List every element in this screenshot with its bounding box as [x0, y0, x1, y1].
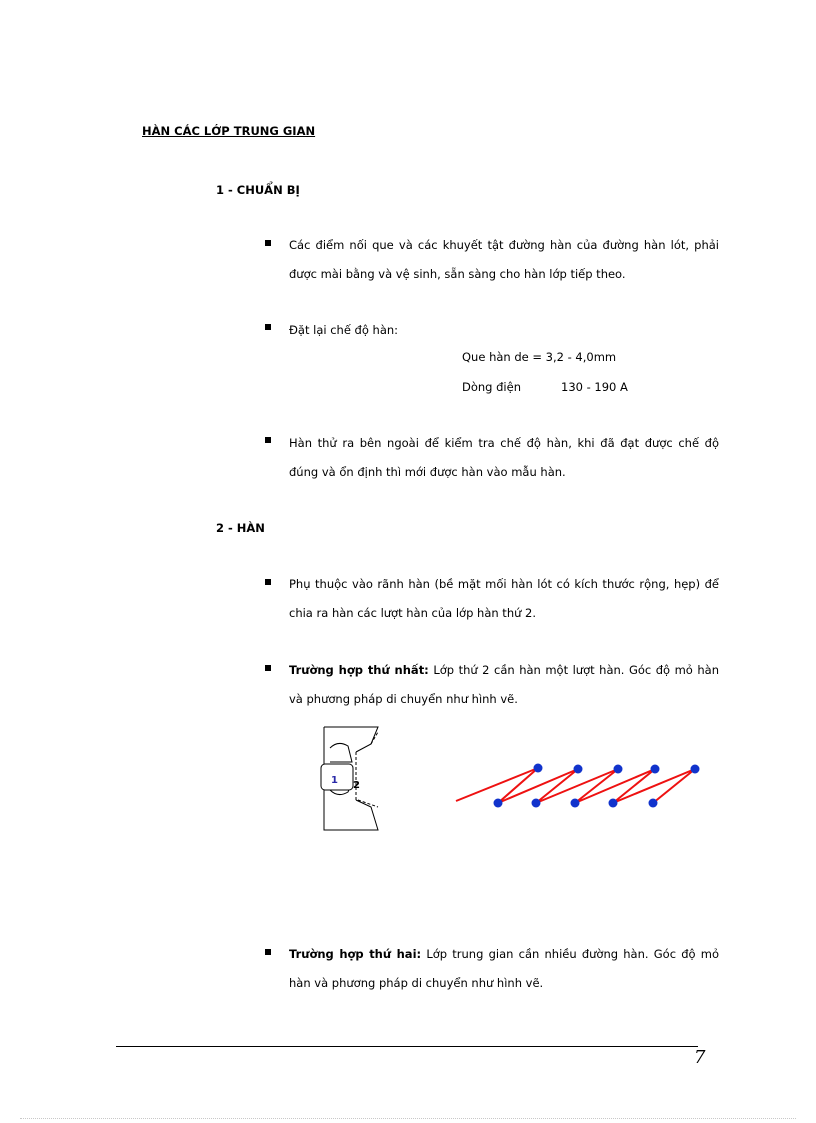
section-1-bullet-2: Đặt lại chế độ hàn: — [289, 323, 399, 337]
case-2-paragraph — [289, 940, 719, 997]
section-1-bullet-1: Các điểm nối que và các khuyết tật đường hàn của đường hàn lót, phải được mài bằng và vệ sinh, sẵn sàng cho hàn lớp tiếp theo. — [289, 238, 719, 281]
weave-dot — [609, 799, 618, 808]
weave-dot — [571, 799, 580, 808]
current-label: Dòng điện — [462, 380, 521, 394]
bullet-marker — [265, 949, 271, 955]
case-1-label: Trường hợp thứ nhất: — [289, 663, 429, 677]
weave-dot — [614, 765, 623, 774]
weave-dot — [532, 799, 541, 808]
section-2-bullet-1: Phụ thuộc vào rãnh hàn (bề mặt mối hàn lót có kích thước rộng, hẹp) để chia ra hàn các lượt hàn của lớp hàn thứ 2. — [289, 577, 719, 620]
weave-dot — [534, 764, 543, 773]
case-2-label: Trường hợp thứ hai: — [289, 947, 422, 961]
bullet-marker — [265, 240, 271, 246]
layer-2-label: 2 — [353, 780, 360, 791]
page-number: 7 — [694, 1047, 706, 1068]
weave-dot — [574, 765, 583, 774]
case-2-text: Lớp trung gian cần nhiều đường hàn. Góc độ mỏ hàn và phương pháp di chuyển như hình vẽ. — [289, 947, 719, 990]
weave-dot — [651, 765, 660, 774]
weave-dot — [494, 799, 503, 808]
electrode-diameter-param: Que hàn de = 3,2 - 4,0mm — [462, 350, 617, 364]
current-value: 130 - 190 A — [561, 380, 628, 394]
section-1-bullet-3: Hàn thử ra bên ngoài để kiểm tra chế độ hàn, khi đã đạt được chế độ đúng và ổn định thì mới được hàn vào mẫu hàn. — [289, 436, 719, 479]
case-1-text: Lớp thứ 2 cần hàn một lượt hàn. Góc độ mỏ hàn và phương pháp di chuyển như hình vẽ. — [289, 663, 719, 706]
page-title: HÀN CÁC LỚP TRUNG GIAN — [142, 124, 316, 138]
bullet-marker — [265, 437, 271, 443]
joint-cross-section-figure — [316, 722, 388, 834]
bullet-marker — [265, 579, 271, 585]
bullet-marker — [265, 665, 271, 671]
weave-dot — [649, 799, 658, 808]
weave-pattern-figure — [450, 758, 710, 812]
page-bottom-dotted-border — [20, 1118, 796, 1119]
section-1-heading: 1 - CHUẨN BỊ — [216, 183, 300, 197]
footer-rule — [116, 1046, 698, 1047]
weave-path — [456, 768, 695, 803]
weave-dot — [691, 765, 700, 774]
bullet-marker — [265, 324, 271, 330]
section-2-heading: 2 - HÀN — [216, 521, 265, 535]
case-1-paragraph — [289, 656, 719, 713]
layer-1-label: 1 — [331, 775, 338, 786]
